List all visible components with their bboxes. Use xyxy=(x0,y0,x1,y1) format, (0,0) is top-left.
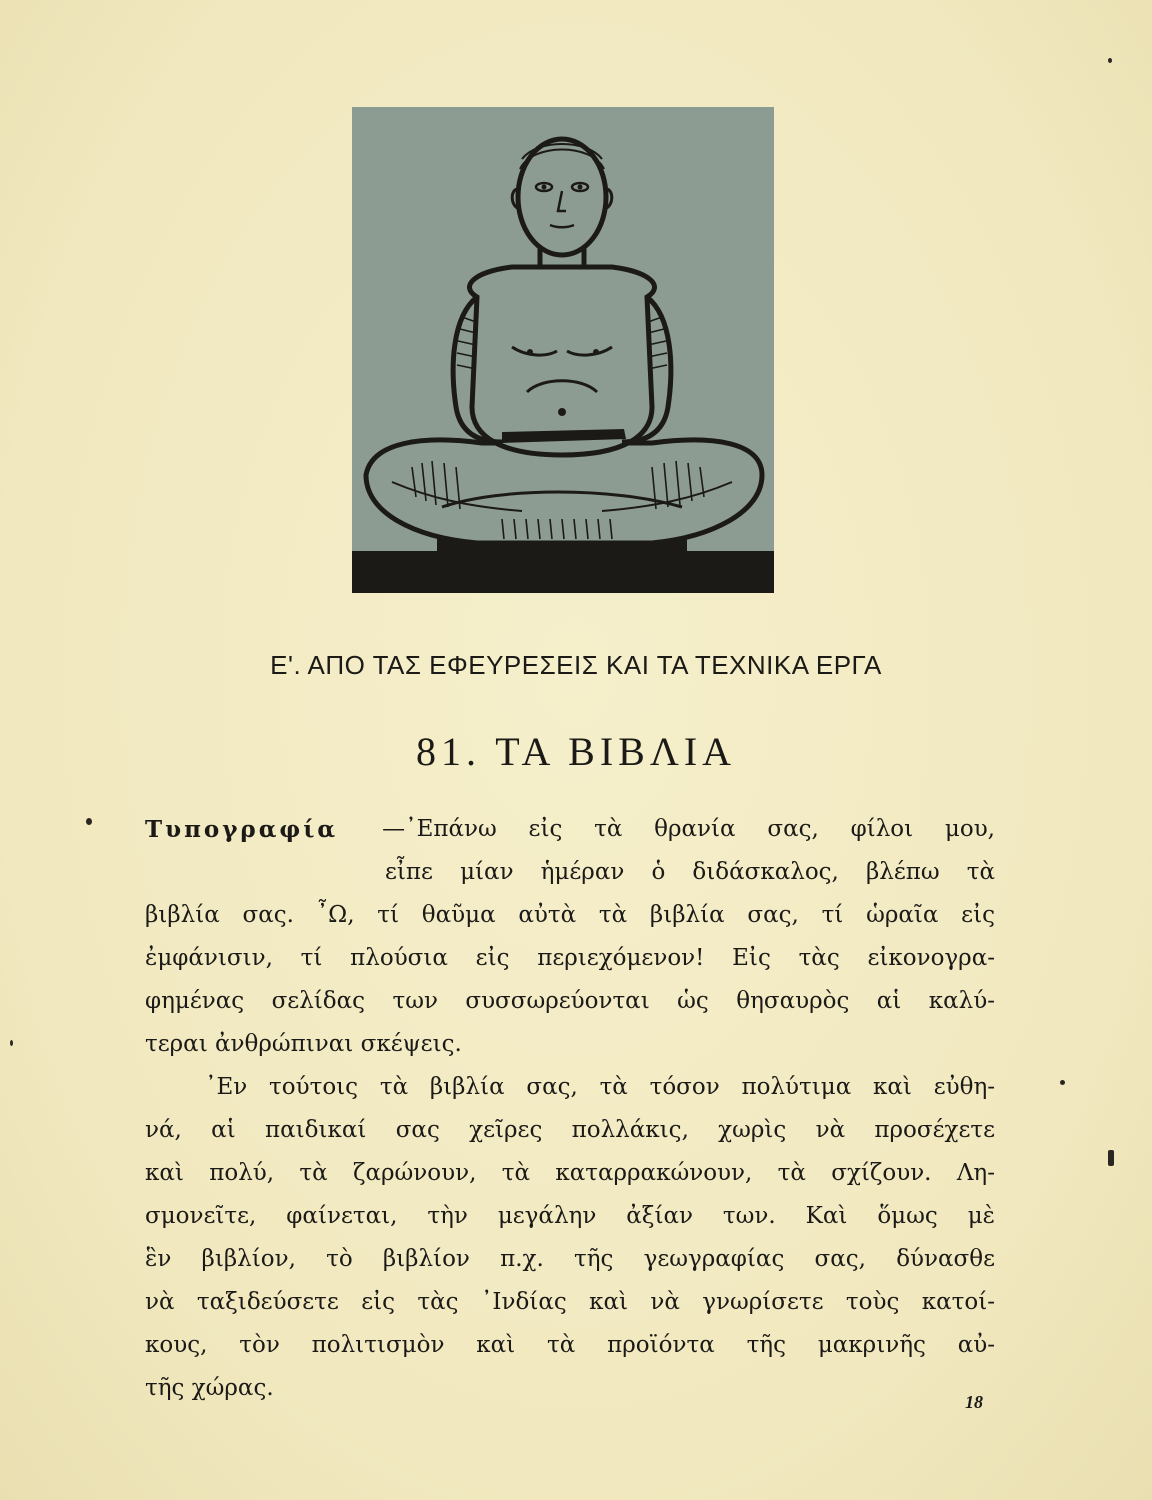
text-line-12: νὰ ταξιδεύσετε εἰς τὰς ᾿Ινδίας καὶ νὰ γνωρίσετε τοὺς κατοί- xyxy=(145,1289,995,1315)
seated-scribe-illustration xyxy=(352,107,774,593)
paper-speck xyxy=(1108,58,1112,63)
section-heading: Ε'. ΑΠΟ ΤΑΣ ΕΦΕΥΡΕΣΕΙΣ ΚΑΙ ΤΑ ΤΕΧΝΙΚΑ ΕΡΓΑ xyxy=(270,650,882,680)
statue-base xyxy=(352,551,774,593)
lesson-title: 81. ΤΑ ΒΙΒΛΙΑ xyxy=(415,729,737,774)
text-line-14: τῆς χώρας. xyxy=(145,1375,274,1401)
body-text xyxy=(145,808,995,1410)
text-line-5: φημένας σελίδας των συσσωρεύονται ὡς θησαυρὸς αἱ καλύ- xyxy=(145,988,995,1014)
torso xyxy=(470,267,655,455)
text-line-4: ἐμφάνισιν, τί πλούσια εἰς περιεχόμενον! Εἰς τὰς εἰκονογρα- xyxy=(145,945,995,971)
text-line-11: ἓν βιβλίον, τὸ βιβλίον π.χ. τῆς γεωγραφίας σας, δύνασθε xyxy=(145,1246,995,1272)
text-line-6: τεραι ἀνθρώπιναι σκέψεις. xyxy=(145,1031,462,1057)
text-line-8: νά, αἱ παιδικαί σας χεῖρες πολλάκις, χωρὶς νὰ προσέχετε xyxy=(145,1117,995,1143)
text-line-1-content: —᾿Επάνω εἰς τὰ θρανία σας, φίλοι μου, xyxy=(382,816,995,842)
paper-speck xyxy=(10,1040,13,1046)
text-line-13: κους, τὸν πολιτισμὸν καὶ τὰ προϊόντα τῆς μακρινῆς αὐ- xyxy=(145,1332,995,1358)
text-line-1 xyxy=(145,808,995,851)
text-line-9: καὶ πολύ, τὰ ζαρώνουν, τὰ καταρρακώνουν, τὰ σχίζουν. Λη- xyxy=(145,1160,995,1186)
scribe-woodcut-svg xyxy=(352,107,774,593)
text-line-2: εἶπε μίαν ἡμέραν ὁ διδάσκαλος, βλέπω τὰ xyxy=(385,859,995,885)
text-line-10: σμονεῖτε, φαίνεται, τὴν μεγάλην ἀξίαν των. Καὶ ὅμως μὲ xyxy=(145,1203,995,1229)
paper-speck xyxy=(86,818,92,825)
page-number: 18 xyxy=(965,1392,983,1412)
text-line-7: ᾿Εν τούτοις τὰ βιβλία σας, τὰ τόσον πολύτιμα καὶ εὐθη- xyxy=(205,1074,995,1100)
paper-speck xyxy=(1108,1150,1114,1166)
sidenote-label: Τυπογραφία xyxy=(145,816,339,843)
paper-speck xyxy=(1060,1080,1065,1085)
text-line-3: βιβλία σας. ῏Ω, τί θαῦμα αὐτὰ τὰ βιβλία σας, τί ὡραῖα εἰς xyxy=(145,902,995,928)
